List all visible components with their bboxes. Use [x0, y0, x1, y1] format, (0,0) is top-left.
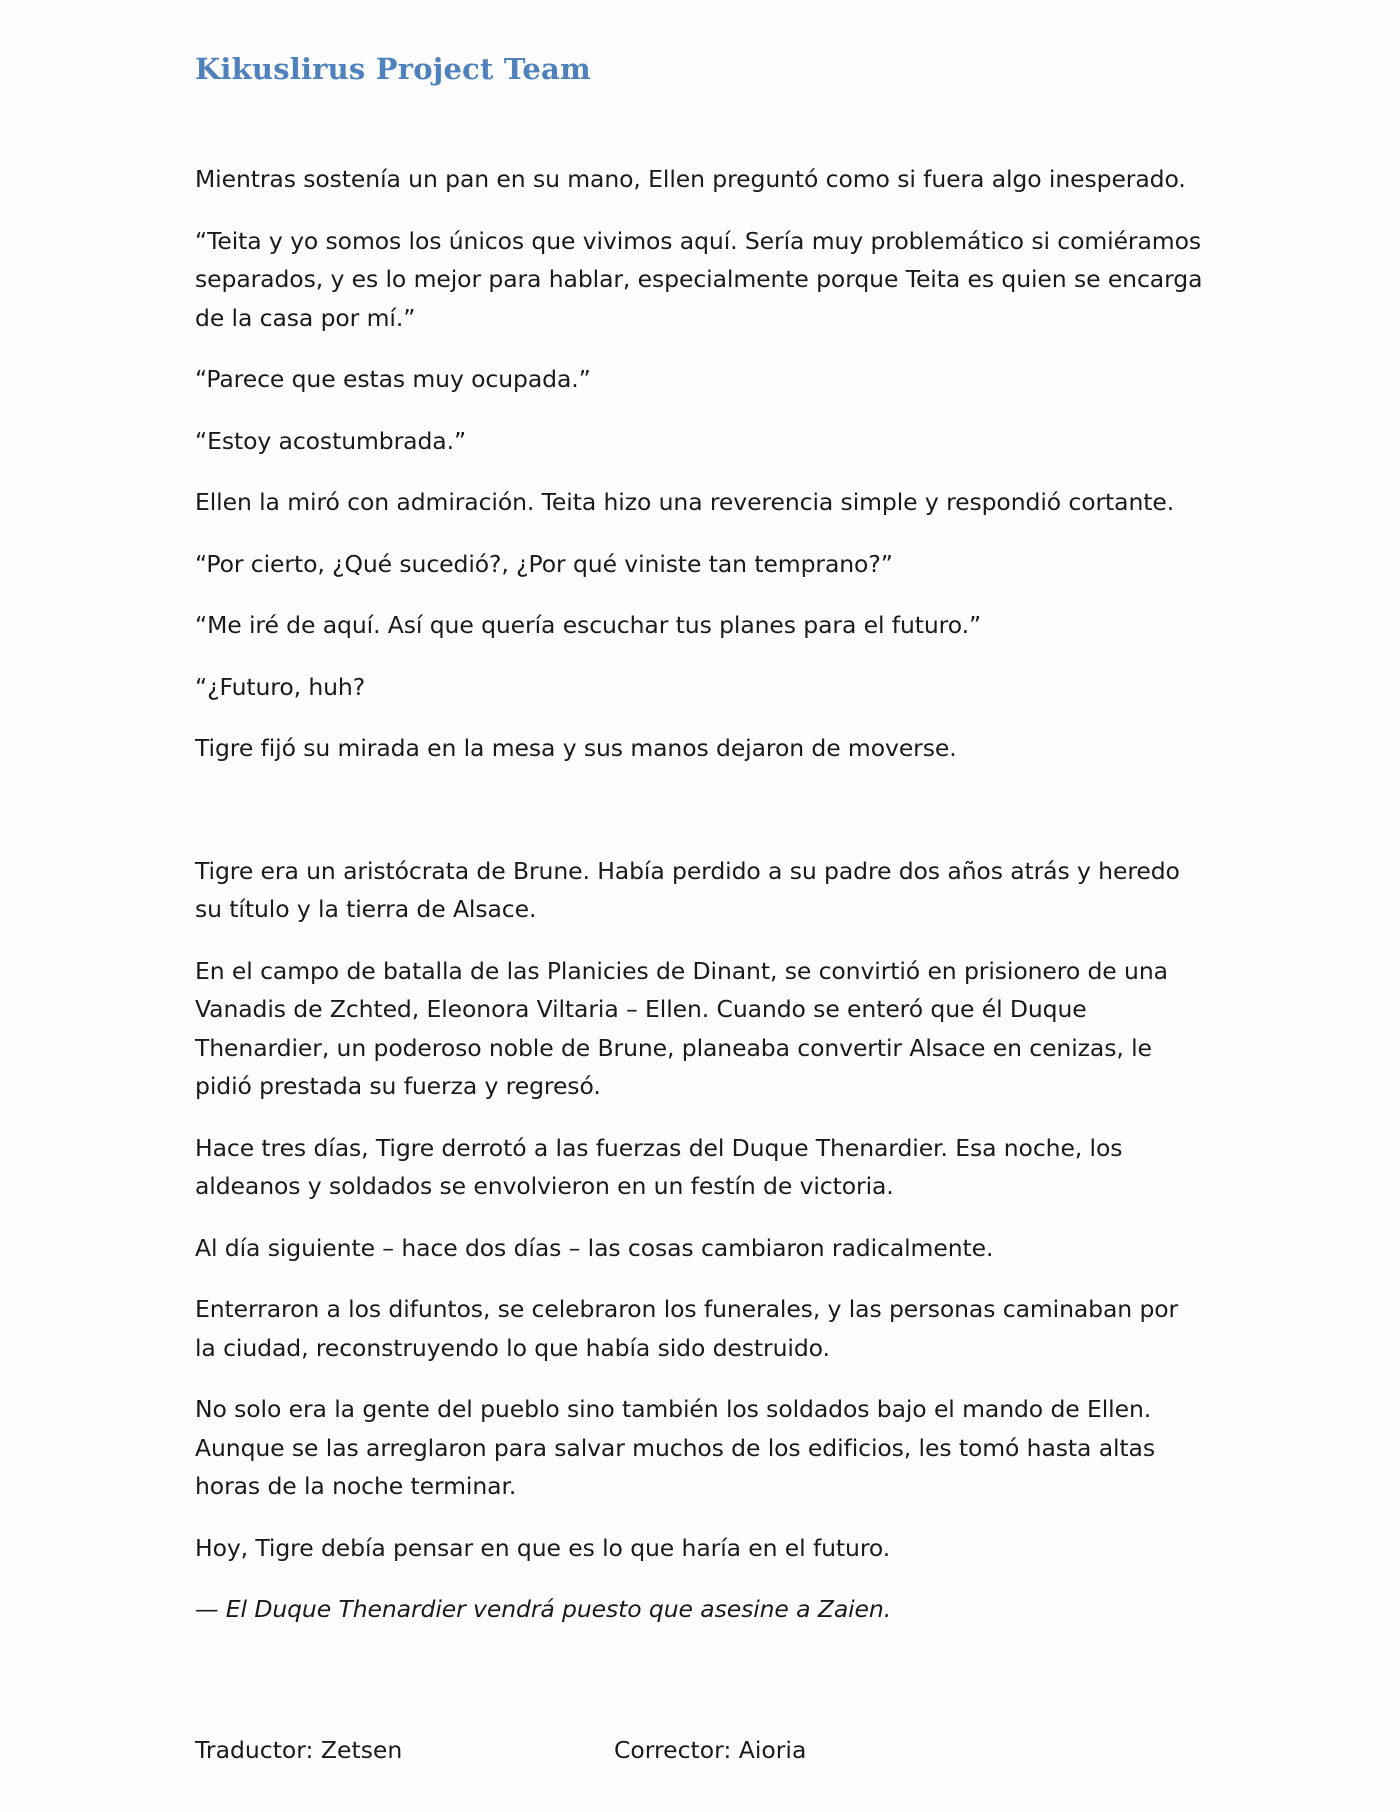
paragraph: Hoy, Tigre debía pensar en que es lo que haría en el futuro. [195, 1533, 891, 1562]
document-body [195, 160, 1205, 1652]
paragraph: “Por cierto, ¿Qué sucedió?, ¿Por qué viniste tan temprano?” [195, 549, 893, 578]
paragraph: Enterraron a los difuntos, se celebraron los funerales, y las personas caminaban por la ciudad, reconstruyendo lo que había sido destruido. [195, 1295, 1179, 1362]
paragraph: “¿Futuro, huh? [195, 672, 366, 701]
paragraph: Mientras sostenía un pan en su mano, Ellen preguntó como si fuera algo inesperado. [195, 165, 1186, 193]
paragraph: “Teita y yo somos los únicos que vivimos aquí. Sería muy problemático si comiéramos separados, y es lo mejor para hablar, especialmente porque Teita es quien se encarga de la casa por mí.” [195, 226, 1203, 332]
section-break [195, 791, 1205, 852]
paragraph: “Estoy acostumbrada.” [195, 426, 467, 455]
paragraph: Ellen la miró con admiración. Teita hizo una reverencia simple y respondió cortante. [195, 488, 1175, 516]
paragraph: Al día siguiente – hace dos días – las cosas cambiaron radicalmente. [195, 1233, 994, 1262]
paragraph: No solo era la gente del pueblo sino también los soldados bajo el mando de Ellen. Aunque se las arreglaron para salvar muchos de los edificios, les tomó hasta altas horas de la noche terminar. [195, 1395, 1155, 1500]
paragraph: En el campo de batalla de las Planicies de Dinant, se convirtió en prisionero de una Vanadis de Zchted, Eleonora Viltaria – Ellen. Cuando se enteró que él Duque Thenardier, un poderoso noble de Brune, planeaba convertir Alsace en cenizas, le pidió prestada su fuerza y regresó. [195, 956, 1168, 1100]
paragraph: Tigre era un aristócrata de Brune. Había perdido a su padre dos años atrás y heredo su título y la tierra de Alsace. [195, 856, 1180, 923]
paragraph: Tigre fijó su mirada en la mesa y sus manos dejaron de moverse. [195, 734, 957, 762]
paragraph: Hace tres días, Tigre derrotó a las fuerzas del Duque Thenardier. Esa noche, los aldeanos y soldados se envolvieron en un festín de victoria. [195, 1133, 1123, 1200]
paragraph: “Parece que estas muy ocupada.” [195, 365, 591, 393]
corrector-credit: Corrector: Aioria [614, 1736, 807, 1764]
translator-credit: Traductor: Zetsen [195, 1736, 403, 1764]
paragraph: “Me iré de aquí. Así que quería escuchar tus planes para el futuro.” [195, 611, 982, 639]
page-header-title: Kikuslirus Project Team [195, 52, 591, 86]
italic-paragraph: — El Duque Thenardier vendrá puesto que asesine a Zaien. [195, 1595, 892, 1623]
